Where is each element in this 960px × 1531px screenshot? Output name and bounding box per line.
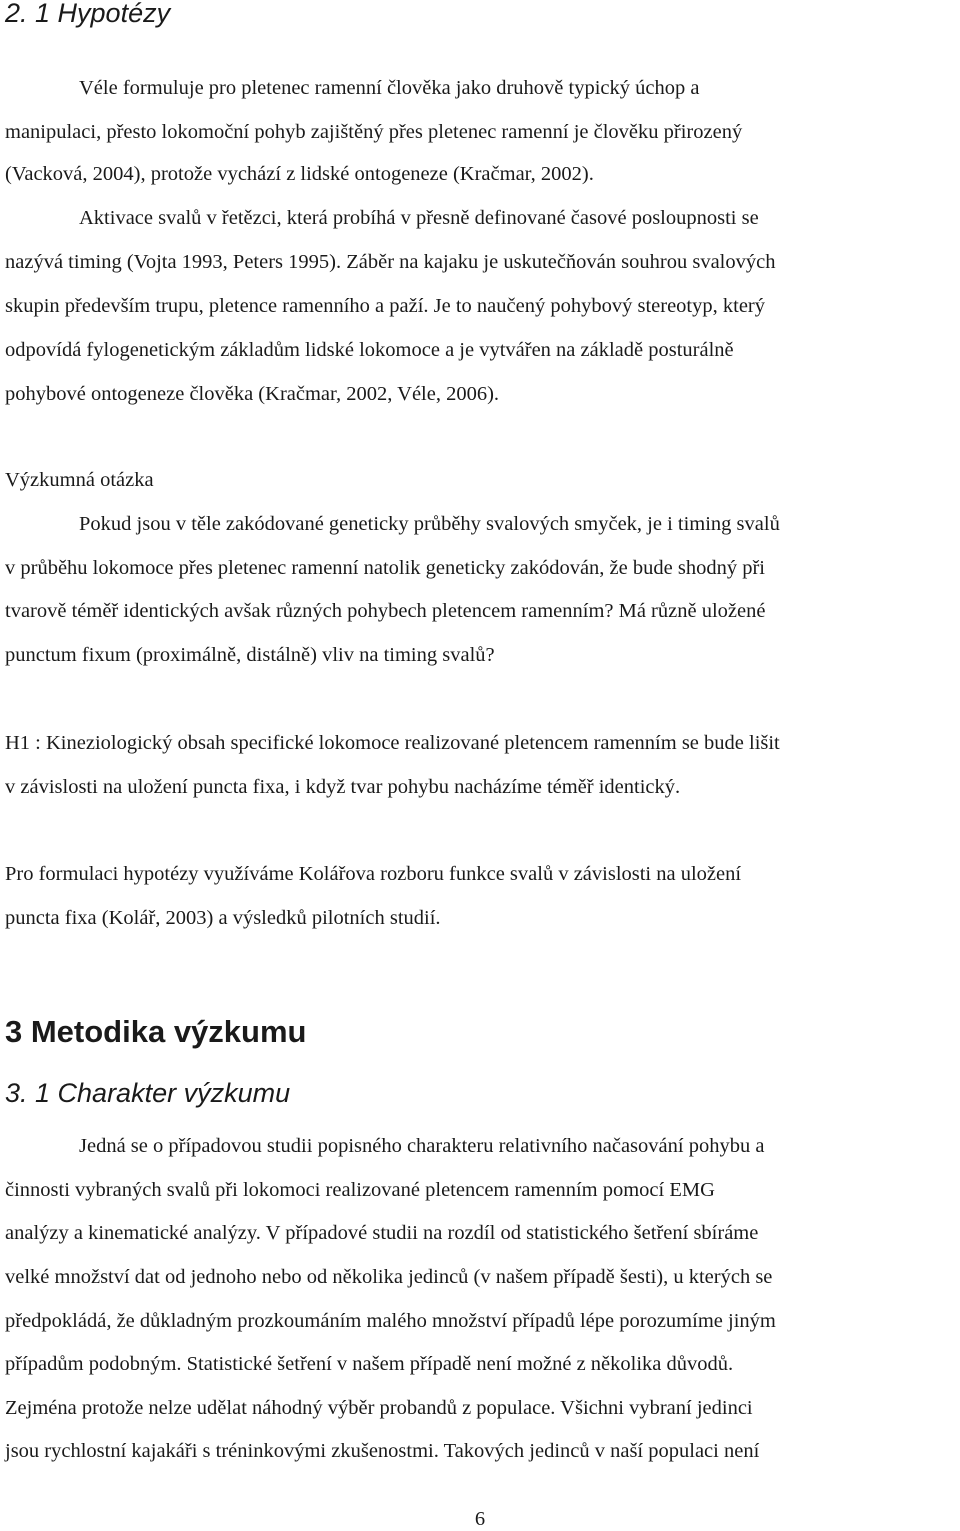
text-line: manipulaci, přesto lokomoční pohyb zajištěný přes pletenec ramenní je člověku přirozený bbox=[5, 121, 743, 143]
hypothesis-h1-line: v závislosti na uložení puncta fixa, i když tvar pohybu nacházíme téměř identický. bbox=[5, 776, 681, 798]
text-line: případům podobným. Statistické šetření v našem případě není možné z několika důvodů. bbox=[5, 1353, 734, 1375]
text-line: odpovídá fylogenetickým základům lidské lokomoce a je vytvářen na základě posturálně bbox=[5, 339, 734, 361]
text-line: činnosti vybraných svalů při lokomoci realizované pletencem ramenním pomocí EMG bbox=[5, 1179, 715, 1201]
text-line: Zejména protože nelze udělat náhodný výběr probandů z populace. Všichni vybraní jedinci bbox=[5, 1397, 753, 1419]
section-title-methodology: 3 Metodika výzkumu bbox=[5, 1014, 307, 1049]
hypothesis-h1-line: H1 : Kineziologický obsah specifické lokomoce realizované pletencem ramenním se bude lišit bbox=[5, 732, 780, 754]
subsection-title-research-character: 3. 1 Charakter výzkumu bbox=[5, 1078, 291, 1108]
text-line: v průběhu lokomoce přes pletenec ramenní natolik geneticky zakódován, že bude shodný při bbox=[5, 557, 765, 579]
text-line: jsou rychlostní kajakáři s tréninkovými zkušenostmi. Takových jedinců v naší populaci není bbox=[5, 1440, 760, 1462]
text-line: velké množství dat od jednoho nebo od několika jedinců (v našem případě šesti), u kterých se bbox=[5, 1266, 773, 1288]
text-line: Aktivace svalů v řetězci, která probíhá v přesně definované časové posloupnosti se bbox=[79, 207, 759, 229]
text-line: předpokládá, že důkladným prozkoumáním malého množství případů lépe porozumíme jiným bbox=[5, 1310, 776, 1332]
text-line: analýzy a kinematické analýzy. V případové studii na rozdíl od statistického šetření sbíráme bbox=[5, 1222, 759, 1244]
text-line: nazývá timing (Vojta 1993, Peters 1995). Záběr na kajaku je uskutečňován souhrou svalových bbox=[5, 251, 776, 273]
text-line: Pro formulaci hypotézy využíváme Kolářova rozboru funkce svalů v závislosti na uložení bbox=[5, 863, 742, 885]
research-question-label: Výzkumná otázka bbox=[5, 469, 154, 491]
text-line: skupin především trupu, pletence ramenního a paží. Je to naučený pohybový stereotyp, který bbox=[5, 295, 765, 317]
text-line: puncta fixa (Kolář, 2003) a výsledků pilotních studií. bbox=[5, 907, 441, 929]
section-title-hypotheses: 2. 1 Hypotézy bbox=[5, 0, 171, 28]
text-line: Jedná se o případovou studii popisného charakteru relativního načasování pohybu a bbox=[79, 1135, 765, 1157]
text-line: Véle formuluje pro pletenec ramenní člověka jako druhově typický úchop a bbox=[79, 77, 700, 99]
text-line: (Vacková, 2004), protože vychází z lidské ontogeneze (Kračmar, 2002). bbox=[5, 163, 594, 185]
text-line: punctum fixum (proximálně, distálně) vliv na timing svalů? bbox=[5, 644, 495, 666]
text-line: pohybové ontogeneze člověka (Kračmar, 2002, Véle, 2006). bbox=[5, 383, 500, 405]
page-number: 6 bbox=[474, 1508, 486, 1530]
text-line: tvarově téměř identických avšak různých pohybech pletencem ramenním? Má různě uložené bbox=[5, 600, 766, 622]
text-line: Pokud jsou v těle zakódované geneticky průběhy svalových smyček, je i timing svalů bbox=[79, 513, 780, 535]
